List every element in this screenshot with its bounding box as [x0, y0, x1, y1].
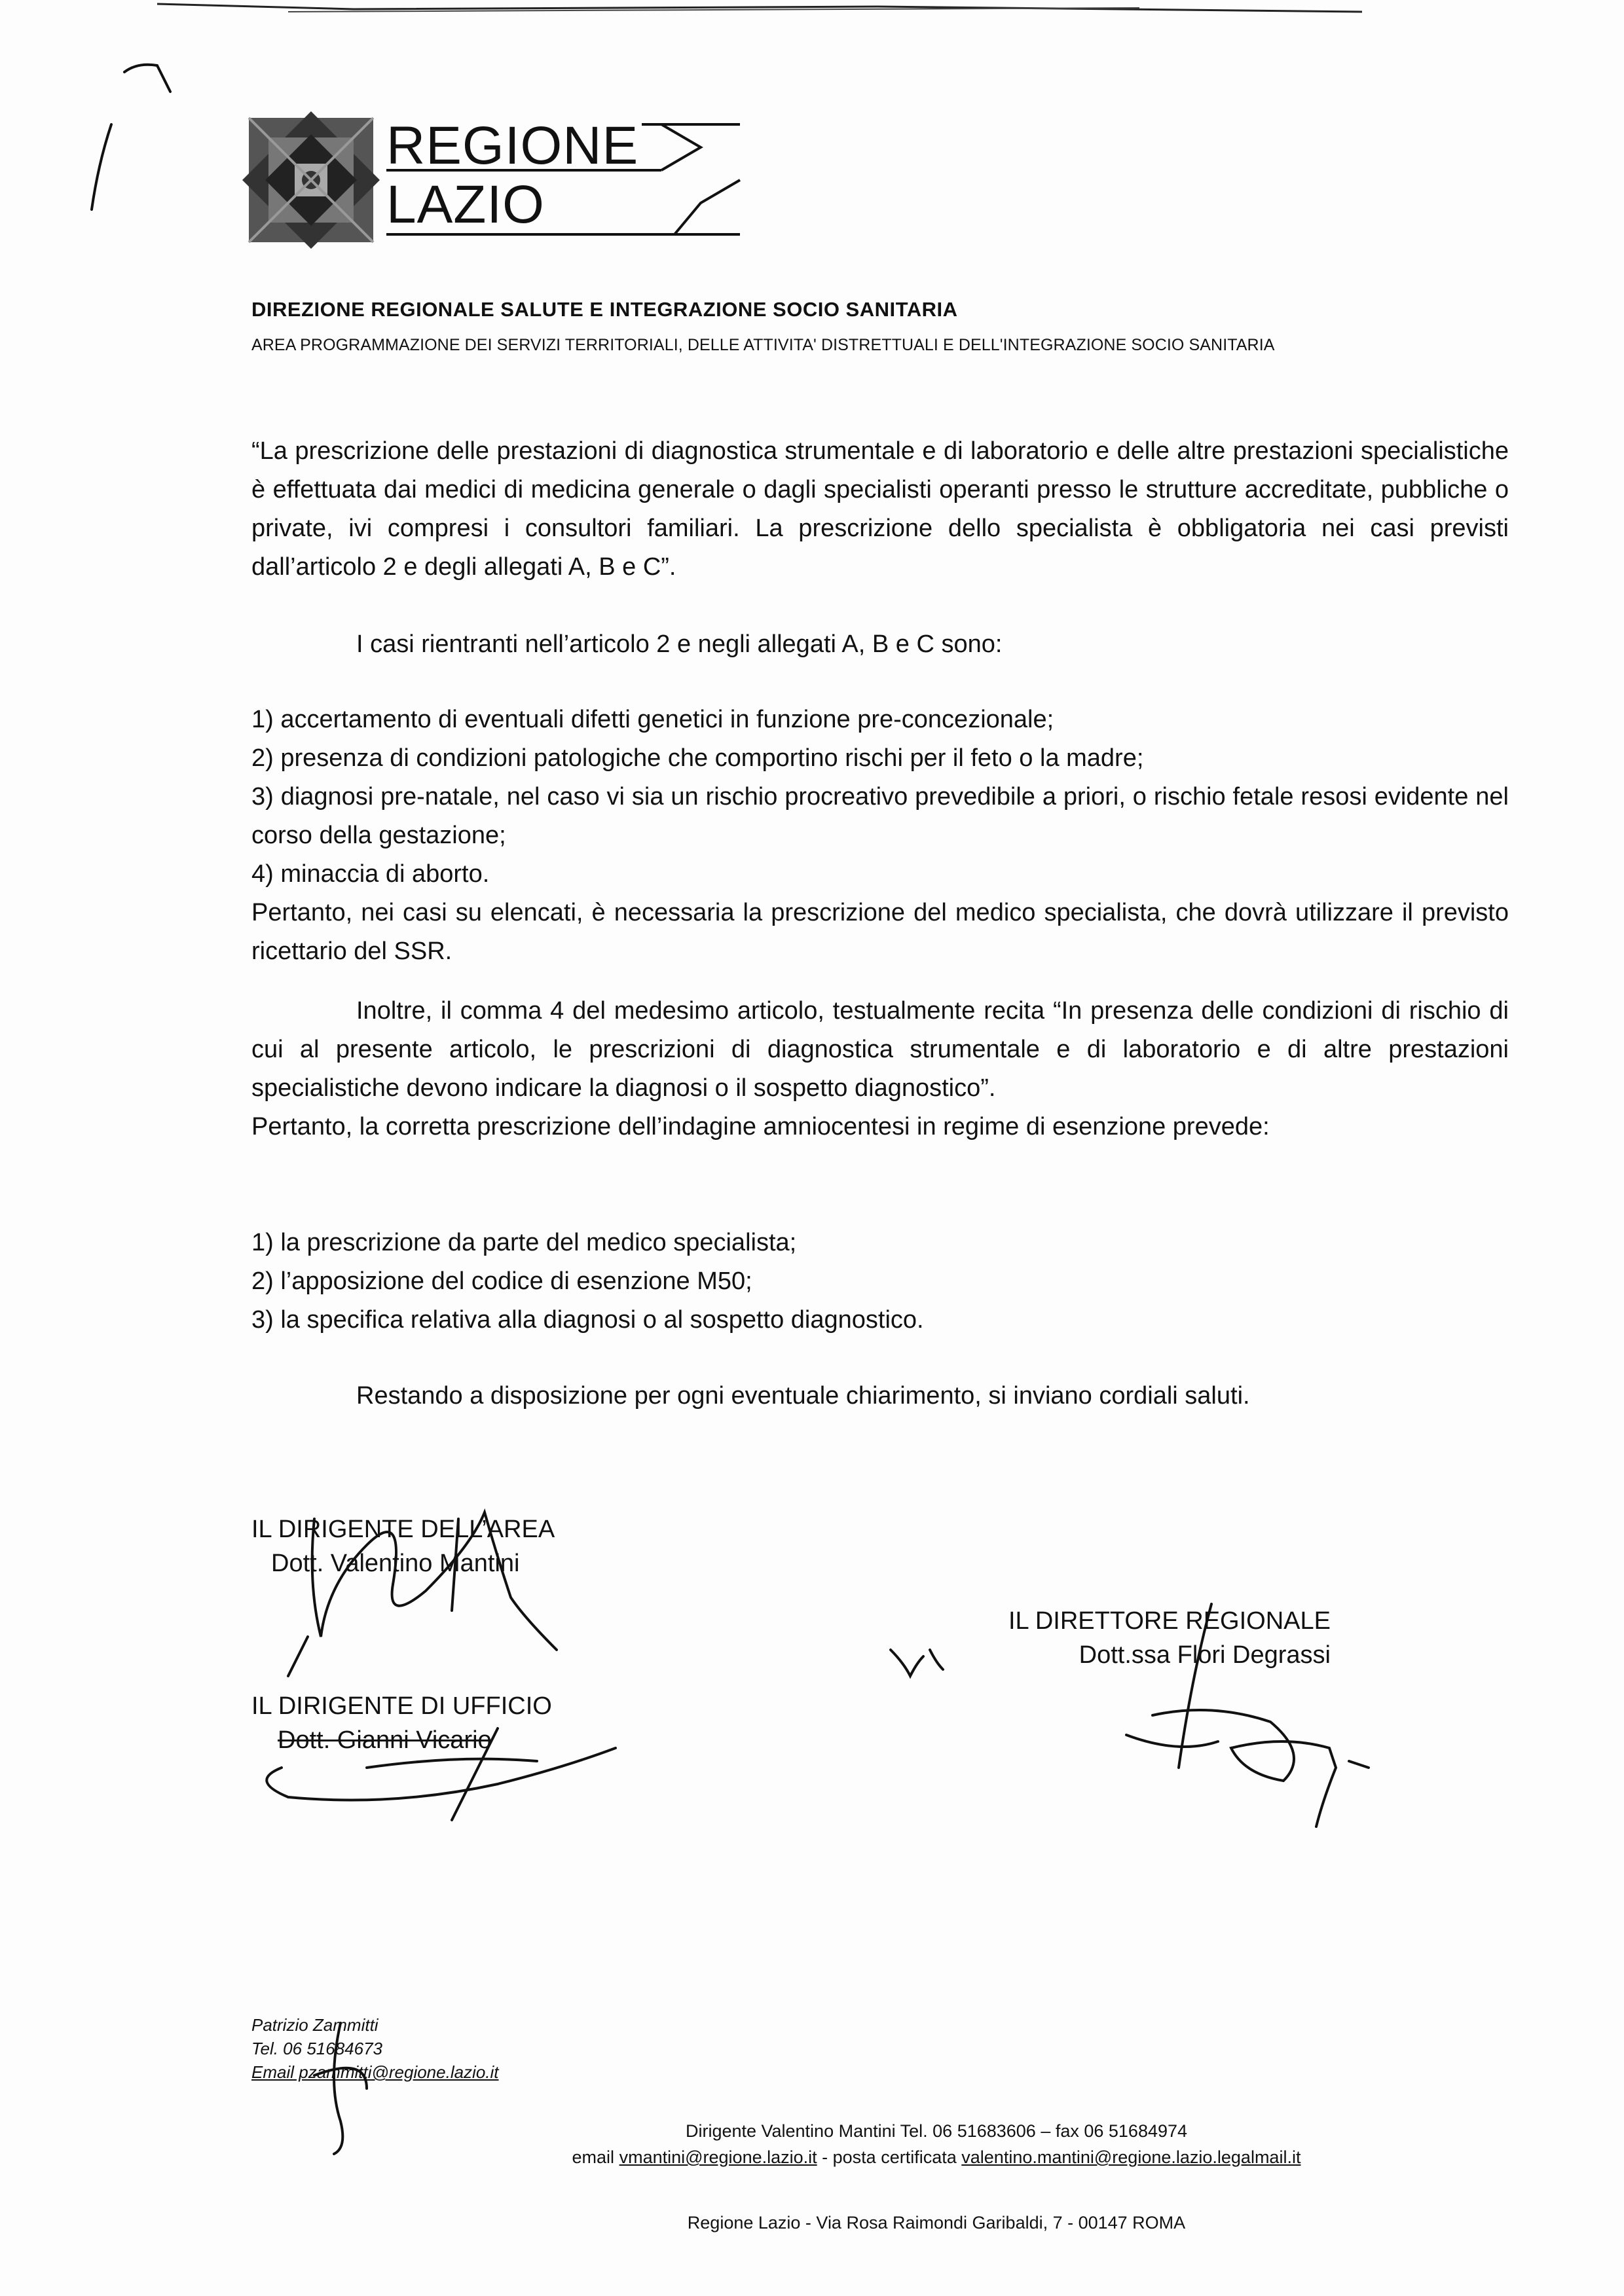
requirements-list	[251, 1224, 1509, 1339]
direzione-heading: DIREZIONE REGIONALE SALUTE E INTEGRAZIONE SOCIO SANITARIA	[251, 298, 958, 321]
signature-block-direttore	[1008, 1604, 1331, 1672]
list-item: 4) minaccia di aborto.	[251, 860, 490, 888]
scan-edge-line	[157, 0, 1362, 14]
signature-title: IL DIRIGENTE DELL’AREA	[251, 1516, 555, 1543]
intro-paragraph	[251, 625, 1509, 664]
signature-block-ufficio	[251, 1689, 552, 1757]
footer-pec-label: - posta certificata	[822, 2147, 957, 2167]
list-item: 1) accertamento di eventuali difetti genetici in funzione pre-concezionale;	[251, 706, 1054, 733]
list-item: 1) la prescrizione da parte del medico specialista;	[251, 1229, 797, 1256]
list-item: 3) diagnosi pre-natale, nel caso vi sia un rischio procreativo prevedibile a priori, o rischio fetale resosi evidente nel corso della gestazione;	[251, 783, 1509, 849]
closing-paragraph	[251, 1377, 1509, 1415]
contact-tel: Tel. 06 51684673	[251, 2039, 383, 2058]
footer-address: Regione Lazio - Via Rosa Raimondi Garibaldi, 7 - 00147 ROMA	[687, 2213, 1186, 2232]
cases-list	[251, 701, 1509, 971]
signature-name: Dott. Gianni Vicario	[278, 1726, 492, 1754]
footer-email-link[interactable]: vmantini@regione.lazio.it	[619, 2147, 817, 2167]
footer-email-label: email	[572, 2147, 615, 2167]
inoltre-paragraph	[251, 992, 1509, 1146]
signature-title: IL DIRIGENTE DI UFFICIO	[251, 1692, 552, 1720]
pertanto-text: Pertanto, la corretta prescrizione dell’indagine amniocentesi in regime di esenzione prevede:	[251, 1113, 1270, 1140]
quote-text: “La prescrizione delle prestazioni di diagnostica strumentale e di laboratorio e delle altre prestazioni specialistiche è effettuata dai medici di medicina generale o dagli specialisti operanti presso le strutture accreditate, pubbliche o private, ivi compresi i consultori familiari. La prescrizione dello specialista è obbligatoria nei casi previsti dall’articolo 2 e degli allegati A, B e C”.	[251, 437, 1509, 581]
contact-name: Patrizio Zammitti	[251, 2015, 378, 2035]
logo-text-lazio: LAZIO	[386, 175, 545, 234]
signature-title: IL DIRETTORE REGIONALE	[1008, 1607, 1331, 1635]
pertanto-text: Pertanto, nei casi su elencati, è necessaria la prescrizione del medico specialista, che dovrà utilizzare il previsto ricettario del SSR.	[251, 899, 1509, 965]
list-item: 3) la specifica relativa alla diagnosi o al sospetto diagnostico.	[251, 1306, 924, 1334]
list-item: 2) presenza di condizioni patologiche che comportino rischi per il feto o la madre;	[251, 744, 1144, 772]
signature-block-area	[251, 1512, 555, 1580]
contact-block	[251, 2013, 499, 2084]
signature-name: Dott.ssa Flori Degrassi	[1079, 1641, 1331, 1669]
footer-pec-link[interactable]: valentino.mantini@regione.lazio.legalmail.it	[961, 2147, 1301, 2167]
footer-line-2	[124, 2144, 1624, 2170]
inoltre-text: Inoltre, il comma 4 del medesimo articolo, testualmente recita “In presenza delle condizioni di rischio di cui al presente articolo, le prescrizioni di diagnostica strumentale e di laboratorio e di altre prestazioni specialistiche devono indicare la diagnosi o il sospetto diagnostico”.	[251, 997, 1509, 1102]
signature-name: Dott. Valentino Mantini	[271, 1550, 520, 1577]
quote-paragraph	[251, 432, 1509, 587]
closing-text: Restando a disposizione per ogni eventuale chiarimento, si inviano cordiali saluti.	[356, 1382, 1250, 1410]
footer-line-1: Dirigente Valentino Mantini Tel. 06 51683606 – fax 06 51684974	[685, 2121, 1188, 2141]
area-subheading: AREA PROGRAMMAZIONE DEI SERVIZI TERRITORIALI, DELLE ATTIVITA' DISTRETTUALI E DELL'INTEGRAZIONE SOCIO SANITARIA	[251, 336, 1275, 354]
contact-email[interactable]: Email pzammitti@regione.lazio.it	[251, 2062, 499, 2082]
logo-text-regione: REGIONE	[386, 116, 639, 175]
list-item: 2) l’apposizione del codice di esenzione M50;	[251, 1267, 752, 1295]
intro-text: I casi rientranti nell’articolo 2 e negli allegati A, B e C sono:	[356, 630, 1003, 658]
